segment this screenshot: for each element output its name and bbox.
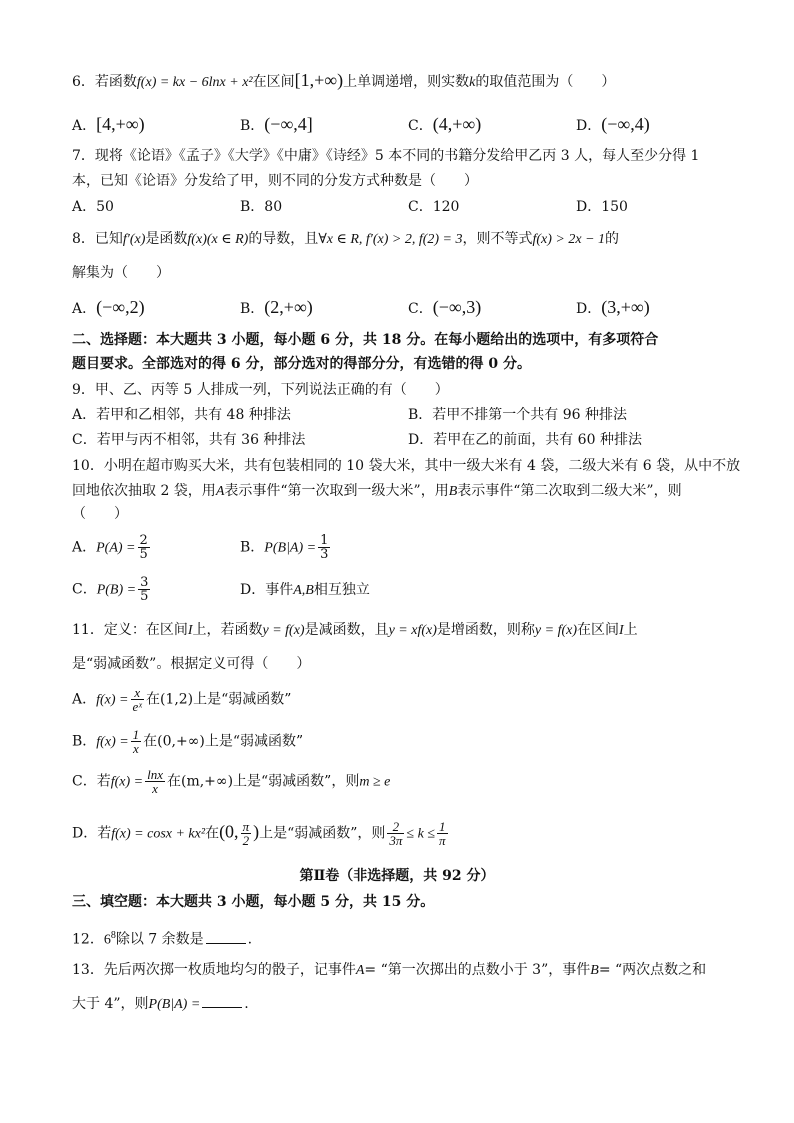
q6-option-d[interactable]: D．(−∞,4) bbox=[576, 114, 650, 134]
section-2-heading-line1: 二、选择题：本大题共 3 小题，每小题 6 分，共 18 分。在每小题给出的选项中，有多项符合 bbox=[72, 332, 659, 348]
q13-stem-line2: 大于 4”，则P(B|A) = . bbox=[72, 993, 249, 1015]
q13-answer-blank[interactable] bbox=[202, 993, 242, 1008]
q8-option-a[interactable]: A．(−∞,2) bbox=[72, 297, 145, 317]
q8-stem-line2: 解集为（ ） bbox=[72, 265, 170, 281]
q9-option-c[interactable]: C．若甲与丙不相邻，共有 36 种排法 bbox=[72, 432, 306, 448]
q8-option-b[interactable]: B．(2,+∞) bbox=[240, 297, 313, 317]
q6-option-c[interactable]: C．(4,+∞) bbox=[408, 114, 482, 134]
q6-function: f(x) = kx − 6lnx + x² bbox=[136, 75, 253, 90]
q11-stem-line2: 是“弱减函数”。根据定义可得（ ） bbox=[72, 656, 311, 672]
q7-option-c[interactable]: C．120 bbox=[408, 199, 460, 215]
q10-stem-line2: 回地依次抽取 2 袋，用A表示事件“第一次取到一级大米”，用B表示事件“第二次取到二级大米”，则 bbox=[72, 483, 682, 499]
q9-option-a[interactable]: A．若甲和乙相邻，共有 48 种排法 bbox=[72, 407, 291, 423]
fraction: $\frac{2}{3\pi}$ bbox=[389, 819, 403, 848]
q8-option-d[interactable]: D．(3,+∞) bbox=[576, 297, 650, 317]
q8-stem-line1: 8．已知f′(x)是函数f(x)(x ∈ R)的导数，且∀x ∈ R, f′(x) > 2, f(2) = 3，则不等式f(x) > 2x − 1的 bbox=[72, 231, 620, 247]
q9-option-b[interactable]: B．若甲不排第一个共有 96 种排法 bbox=[408, 407, 628, 423]
fraction: $\frac{2}{5}$ bbox=[139, 533, 148, 562]
q7-option-a[interactable]: A．50 bbox=[72, 199, 114, 215]
fraction: $\frac{\pi}{2}$ bbox=[242, 819, 250, 848]
q6-stem: 6．若函数f(x) = kx − 6lnx + x²在区间[1,+∞)上单调递增，则实数k的取值范围为（ ） bbox=[72, 70, 616, 90]
q13-stem-line1: 13．先后两次掷一枚质地均匀的骰子，记事件A= “第一次掷出的点数小于 3”，事件B= “两次点数之和 bbox=[72, 962, 707, 978]
q12-answer-blank[interactable] bbox=[206, 929, 246, 944]
q9-option-d[interactable]: D．若甲在乙的前面，共有 60 种排法 bbox=[408, 432, 642, 448]
q9-stem: 9．甲、乙、丙等 5 人排成一列，下列说法正确的有（ ） bbox=[72, 382, 449, 398]
q11-option-a[interactable]: A．f(x) = $\frac{x}{\text{eˣ}}$ 在(1,2)上是“弱减函数” bbox=[72, 685, 292, 714]
q7-option-b[interactable]: B．80 bbox=[240, 199, 283, 215]
q6-interval: [1,+∞) bbox=[294, 70, 344, 90]
q10-stem-line1: 10．小明在超市购买大米，共有包装相同的 10 袋大米，其中一级大米有 4 袋，二级大米有 6 袋，从中不放 bbox=[72, 458, 741, 474]
q10-option-a[interactable]: A．P(A) = $\frac{2}{5}$ bbox=[72, 533, 148, 562]
fraction: $\frac{3}{5}$ bbox=[140, 575, 149, 604]
q10-option-d[interactable]: D．事件A,B相互独立 bbox=[240, 582, 370, 598]
q7-option-d[interactable]: D．150 bbox=[576, 199, 628, 215]
q6-number: 6． bbox=[72, 74, 95, 90]
fraction: $\frac{1}{\pi}$ bbox=[439, 819, 446, 848]
fraction: $\frac{1}{3}$ bbox=[320, 533, 329, 562]
q8-inequality: f(x) > 2x − 1 bbox=[532, 232, 606, 247]
q11-option-d[interactable]: D．若f(x) = cosx + kx²在(0, $\frac{\pi}{2}$ )上是“弱减函数”，则 $\frac{2}{3\pi}$ ≤ k ≤ $\frac{1}{\pi}$ bbox=[72, 819, 446, 848]
q11-option-c[interactable]: C．若f(x) = $\frac{\ln x}{x}$ 在(m,+∞)上是“弱减函数”，则m ≥ e bbox=[72, 767, 391, 796]
part-2-title: 第Ⅱ卷（非选择题，共 92 分） bbox=[299, 868, 495, 884]
q10-option-c[interactable]: C．P(B) = $\frac{3}{5}$ bbox=[72, 575, 149, 604]
q10-option-b[interactable]: B．P(B|A) = $\frac{1}{3}$ bbox=[240, 533, 329, 562]
q7-stem-line2: 本，已知《论语》分发给了甲，则不同的分发方式种数是（ ） bbox=[72, 173, 478, 189]
q6-option-b[interactable]: B．(−∞,4] bbox=[240, 114, 313, 134]
q12-stem: 12．$6^8$除以 7 余数是 . bbox=[72, 930, 253, 948]
section-3-heading: 三、填空题：本大题共 3 小题，每小题 5 分，共 15 分。 bbox=[72, 894, 435, 910]
q8-condition: ∀x ∈ R, f′(x) > 2, f(2) = 3 bbox=[318, 232, 463, 247]
q6-option-a[interactable]: A．[4,+∞) bbox=[72, 114, 145, 134]
q7-stem-line1: 7．现将《论语》《孟子》《大学》《中庸》《诗经》5 本不同的书籍分发给甲乙丙 3 人，每人至少分得 1 bbox=[72, 148, 700, 164]
q8-option-c[interactable]: C．(−∞,3) bbox=[408, 297, 482, 317]
q11-stem-line1: 11．定义：在区间I上，若函数y = f(x)是减函数，且y = xf(x)是增函数，则称y = f(x)在区间I上 bbox=[72, 622, 638, 638]
fraction: $\frac{\ln x}{x}$ bbox=[147, 767, 163, 796]
fraction: $\frac{1}{x}$ bbox=[132, 727, 140, 756]
q10-stem-line3: （ ） bbox=[72, 506, 128, 522]
section-2-heading-line2: 题目要求。全部选对的得 6 分，部分选对的得部分分，有选错的得 0 分。 bbox=[72, 356, 531, 372]
fraction: $\frac{x}{\text{eˣ}}$ bbox=[132, 685, 142, 714]
q11-option-b[interactable]: B．f(x) = $\frac{1}{x}$ 在(0,+∞)上是“弱减函数” bbox=[72, 727, 304, 756]
